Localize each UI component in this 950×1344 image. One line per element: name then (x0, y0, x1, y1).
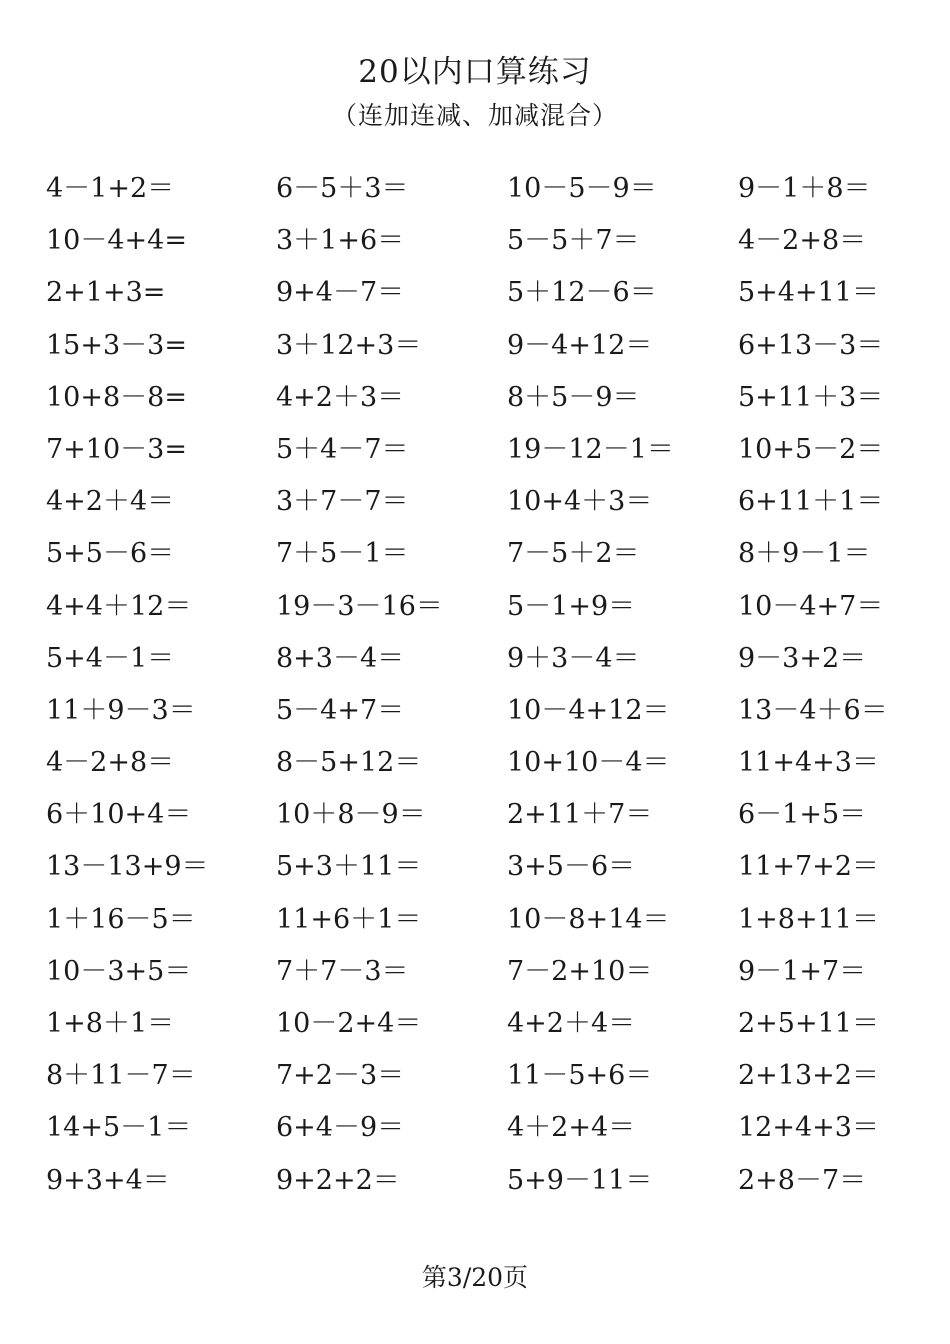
problem-item: 10－4+4= (46, 225, 187, 257)
problem-item: 8－5+12＝ (276, 747, 422, 779)
problem-row (0, 582, 950, 634)
problem-item: 19－3－16＝ (276, 590, 443, 622)
problem-item: 14+5－1＝ (46, 1112, 192, 1144)
problem-item: 3＋1+6＝ (276, 225, 405, 257)
problem-item: 1+8＋1＝ (46, 1008, 175, 1039)
problem-item: 7+10－3= (46, 433, 187, 465)
problem-item: 11＋9－3＝ (46, 694, 196, 726)
problem-item: 3＋12+3＝ (276, 329, 422, 361)
problem-item: 2+1+3= (46, 277, 166, 309)
problem-item: 19－12－1＝ (507, 433, 674, 465)
problem-item: 10－3+5＝ (46, 955, 192, 987)
problem-item: 10－4+12＝ (507, 694, 670, 726)
problem-item: 9－3+2＝ (738, 642, 867, 674)
problem-item: 13－13+9＝ (46, 851, 209, 883)
problem-row (0, 790, 950, 842)
problem-row (0, 1051, 950, 1103)
problem-item: 9－1＋8＝ (738, 173, 871, 204)
problem-item: 4－1+2＝ (46, 173, 175, 204)
problem-item: 2+8－7＝ (738, 1164, 867, 1196)
problem-item: 6+13－3＝ (738, 329, 884, 361)
problem-row (0, 1103, 950, 1155)
problem-item: 7＋5－1＝ (276, 538, 409, 570)
page-title: 20以内口算练习 (358, 54, 592, 90)
problem-row (0, 529, 950, 581)
problem-row (0, 268, 950, 320)
problem-item: 6－1+5＝ (738, 799, 867, 831)
problem-item: 7－2+10＝ (507, 955, 653, 987)
problem-row (0, 477, 950, 529)
problem-row (0, 321, 950, 373)
problem-item: 4+2＋3＝ (276, 381, 405, 413)
problem-row (0, 999, 950, 1051)
problem-item: 9+2+2＝ (276, 1164, 400, 1196)
problem-item: 15+3－3= (46, 329, 187, 361)
problem-item: 5+5－6＝ (46, 538, 175, 570)
problem-item: 8＋11－7＝ (46, 1060, 196, 1092)
problem-item: 6+11＋1＝ (738, 486, 884, 518)
problem-row (0, 895, 950, 947)
problem-item: 5－5＋7＝ (507, 225, 640, 257)
problem-item: 4－2+8＝ (738, 225, 867, 257)
problem-item: 3＋7－7＝ (276, 486, 409, 518)
problem-item: 9－1+7＝ (738, 955, 867, 987)
problem-row (0, 947, 950, 999)
problem-row (0, 1156, 950, 1208)
problem-row (0, 842, 950, 894)
problem-row (0, 686, 950, 738)
problem-item: 2+13+2＝ (738, 1060, 879, 1092)
problem-item: 10+8－8= (46, 381, 187, 413)
problem-item: 9+3+4＝ (46, 1164, 170, 1196)
problem-item: 10－5－9＝ (507, 173, 657, 204)
problem-item: 1+8+11＝ (738, 903, 879, 935)
problem-item: 10－2+4＝ (276, 1008, 422, 1039)
problem-item: 8＋5－9＝ (507, 381, 640, 413)
problem-item: 4+2＋4＝ (507, 1008, 636, 1039)
problem-item: 9－4+12＝ (507, 329, 653, 361)
problem-item: 9＋3－4＝ (507, 642, 640, 674)
problem-item: 5＋4－7＝ (276, 433, 409, 465)
problem-item: 6＋10+4＝ (46, 799, 192, 831)
problem-item: 7＋7－3＝ (276, 955, 409, 987)
problem-item: 4+4＋12＝ (46, 590, 192, 622)
problem-item: 3+5－6＝ (507, 851, 636, 883)
page-subtitle: （连加连减、加减混合） (331, 101, 618, 130)
problem-item: 8＋9－1＝ (738, 538, 871, 570)
problem-item: 5+11＋3＝ (738, 381, 884, 413)
problem-row (0, 634, 950, 686)
problem-item: 4+2＋4＝ (46, 486, 175, 518)
problem-row (0, 216, 950, 268)
problem-item: 4－2+8＝ (46, 747, 175, 779)
problem-item: 6－5＋3＝ (276, 173, 409, 204)
problem-item: 10－4+7＝ (738, 590, 884, 622)
problem-item: 5+4－1＝ (46, 642, 175, 674)
problem-item: 10+4＋3＝ (507, 486, 653, 518)
problem-row (0, 373, 950, 425)
problem-item: 11+7+2＝ (738, 851, 879, 883)
problem-item: 6+4－9＝ (276, 1112, 405, 1144)
page-number: 第3/20页 (421, 1263, 529, 1292)
problem-grid (0, 164, 950, 1208)
problem-item: 1＋16－5＝ (46, 903, 196, 935)
problem-item: 11－5+6＝ (507, 1060, 653, 1092)
problem-item: 2+5+11＝ (738, 1008, 879, 1039)
problem-item: 5+3＋11＝ (276, 851, 422, 883)
problem-item: 10＋8－9＝ (276, 799, 426, 831)
problem-item: 8+3－4＝ (276, 642, 405, 674)
problem-item: 12+4+3＝ (738, 1112, 879, 1144)
problem-row (0, 738, 950, 790)
problem-item: 9+4－7＝ (276, 277, 405, 309)
problem-item: 10+5－2＝ (738, 433, 884, 465)
problem-item: 5＋12－6＝ (507, 277, 657, 309)
problem-item: 10+10－4＝ (507, 747, 670, 779)
problem-item: 4＋2+4＝ (507, 1112, 636, 1144)
problem-item: 10－8+14＝ (507, 903, 670, 935)
problem-item: 11+6＋1＝ (276, 903, 422, 935)
problem-item: 7－5＋2＝ (507, 538, 640, 570)
problem-row (0, 425, 950, 477)
problem-item: 13－4＋6＝ (738, 694, 888, 726)
problem-item: 5+4+11＝ (738, 277, 879, 309)
problem-item: 7+2－3＝ (276, 1060, 405, 1092)
problem-row (0, 164, 950, 216)
problem-item: 5－1+9＝ (507, 590, 636, 622)
problem-item: 5－4+7＝ (276, 694, 405, 726)
problem-item: 2+11＋7＝ (507, 799, 653, 831)
problem-item: 5+9－11＝ (507, 1164, 653, 1196)
problem-item: 11+4+3＝ (738, 747, 879, 779)
